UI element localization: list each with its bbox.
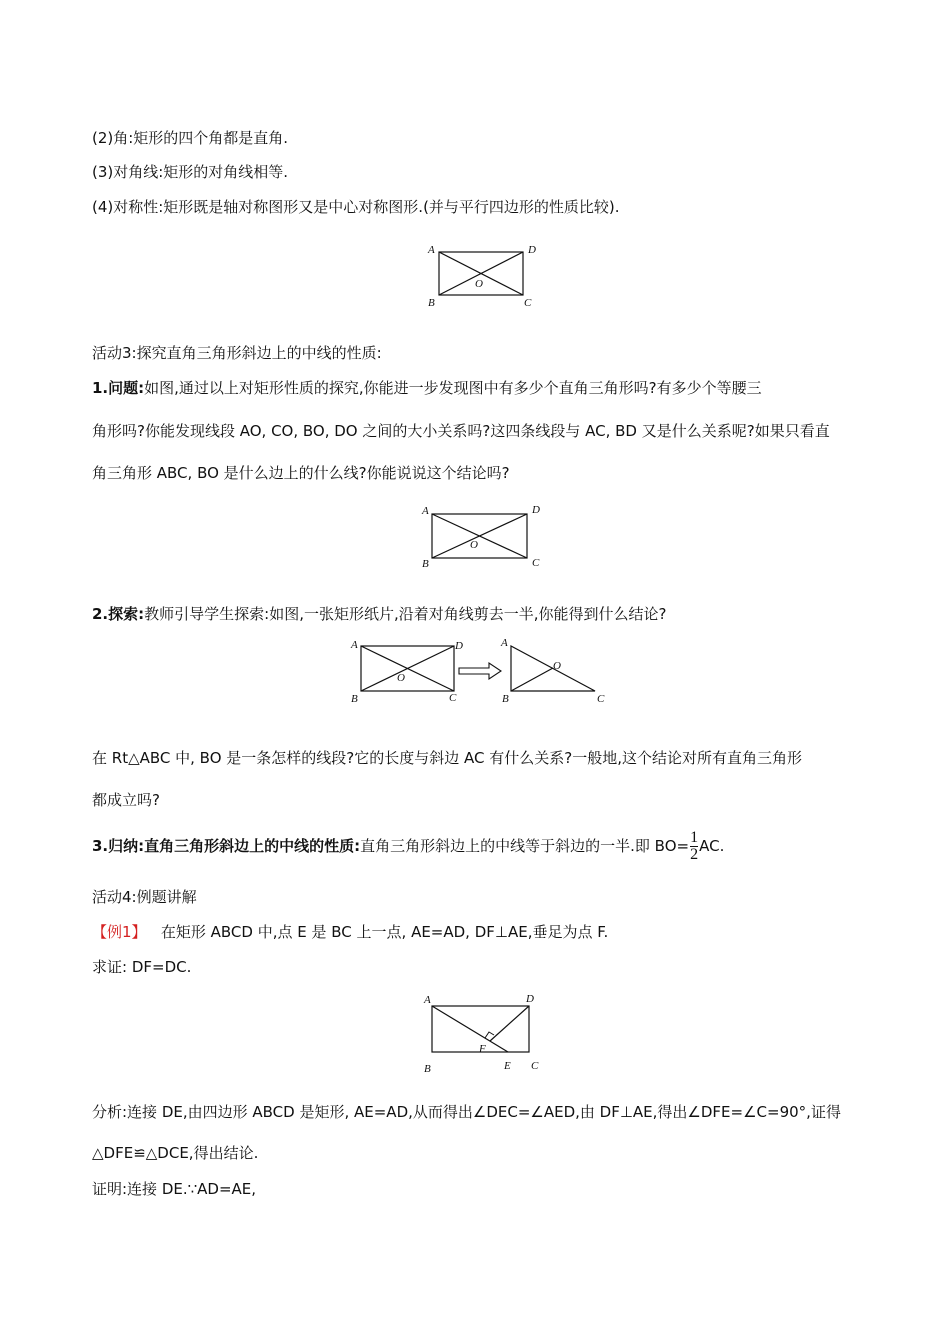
rectangle-diagram-2 xyxy=(418,500,542,572)
question-1-line-1 xyxy=(92,378,762,398)
label-d: D xyxy=(455,640,463,652)
proof-line-1: 证明:连接 DE.∵AD=AE, xyxy=(92,1180,257,1198)
label-d: D xyxy=(528,244,536,256)
label-b: B xyxy=(351,693,358,705)
question-2-label: 2.探索: xyxy=(92,605,145,623)
label-o: O xyxy=(553,660,561,672)
question-1-text: 如图,通过以上对矩形性质的探究,你能进一步发现图中有多少个直角三角形吗?有多少个等腰三 xyxy=(144,379,762,397)
question-2-follow-line-1: 在 Rt△ABC 中, BO 是一条怎样的线段?它的长度与斜边 AC 有什么关系?一般地,这个结论对所有直角三角形 xyxy=(92,749,802,767)
conclusion-tail: AC. xyxy=(699,837,725,855)
one-half-fraction xyxy=(690,830,698,863)
label-a: A xyxy=(351,639,358,651)
question-1-label: 1.问题: xyxy=(92,379,145,397)
question-1-line-2: 角形吗?你能发现线段 AO, CO, BO, DO 之间的大小关系吗?这四条线段与 AC, BD 又是什么关系呢?如果只看直 xyxy=(92,422,830,440)
question-2-text: 教师引导学生探索:如图,一张矩形纸片,沿着对角线剪去一半,你能得到什么结论? xyxy=(144,605,667,623)
example-1-line xyxy=(92,922,608,942)
label-c: C xyxy=(531,1060,539,1072)
conclusion-label: 3.归纳:直角三角形斜边上的中线的性质: xyxy=(92,837,361,855)
label-a: A xyxy=(422,505,429,517)
label-a: A xyxy=(424,994,431,1006)
label-f: F xyxy=(479,1043,486,1055)
fraction-denominator: 2 xyxy=(690,846,699,863)
label-o: O xyxy=(397,672,405,684)
label-c: C xyxy=(597,693,605,705)
cut-rectangle-diagram xyxy=(345,634,615,710)
example-1-prove: 求证: DF=DC. xyxy=(92,958,192,976)
question-2-line xyxy=(92,604,666,624)
example-1-tag: 【例1】 xyxy=(92,923,147,941)
label-o: O xyxy=(470,539,478,551)
question-1-line-3: 角三角形 ABC, BO 是什么边上的什么线?你能说说这个结论吗? xyxy=(92,464,510,482)
fraction-numerator: 1 xyxy=(690,829,699,846)
label-b: B xyxy=(424,1063,431,1074)
example-1-text: 在矩形 ABCD 中,点 E 是 BC 上一点, AE=AD, DF⊥AE,垂足为点 F. xyxy=(160,923,609,941)
label-a: A xyxy=(501,637,508,649)
label-d: D xyxy=(532,504,540,516)
analysis-line-2: △DFE≌△DCE,得出结论. xyxy=(92,1144,259,1162)
activity-3-title: 活动3:探究直角三角形斜边上的中线的性质: xyxy=(92,344,382,362)
label-a: A xyxy=(428,244,435,256)
label-e: E xyxy=(504,1060,511,1072)
property-angles: (2)角:矩形的四个角都是直角. xyxy=(92,129,289,147)
example-1-diagram xyxy=(418,988,548,1074)
question-2-follow-line-2: 都成立吗? xyxy=(92,791,160,809)
label-c: C xyxy=(532,557,540,569)
label-d: D xyxy=(526,993,534,1005)
label-b: B xyxy=(422,558,429,570)
property-diagonals: (3)对角线:矩形的对角线相等. xyxy=(92,163,289,181)
right-arrow-icon xyxy=(459,663,501,679)
conclusion-text: 直角三角形斜边上的中线等于斜边的一半.即 BO= xyxy=(360,837,690,855)
conclusion-line xyxy=(92,830,724,863)
activity-4-title: 活动4:例题讲解 xyxy=(92,888,197,906)
label-o: O xyxy=(475,278,483,290)
rectangle-diagram-1 xyxy=(420,238,540,310)
label-c: C xyxy=(524,297,532,309)
analysis-line-1: 分析:连接 DE,由四边形 ABCD 是矩形, AE=AD,从而得出∠DEC=∠AED,由 DF⊥AE,得出∠DFE=∠C=90°,证得 xyxy=(92,1103,841,1121)
label-c: C xyxy=(449,692,457,704)
property-symmetry: (4)对称性:矩形既是轴对称图形又是中心对称图形.(并与平行四边形的性质比较). xyxy=(92,198,620,216)
label-b: B xyxy=(428,297,435,309)
label-b: B xyxy=(502,693,509,705)
